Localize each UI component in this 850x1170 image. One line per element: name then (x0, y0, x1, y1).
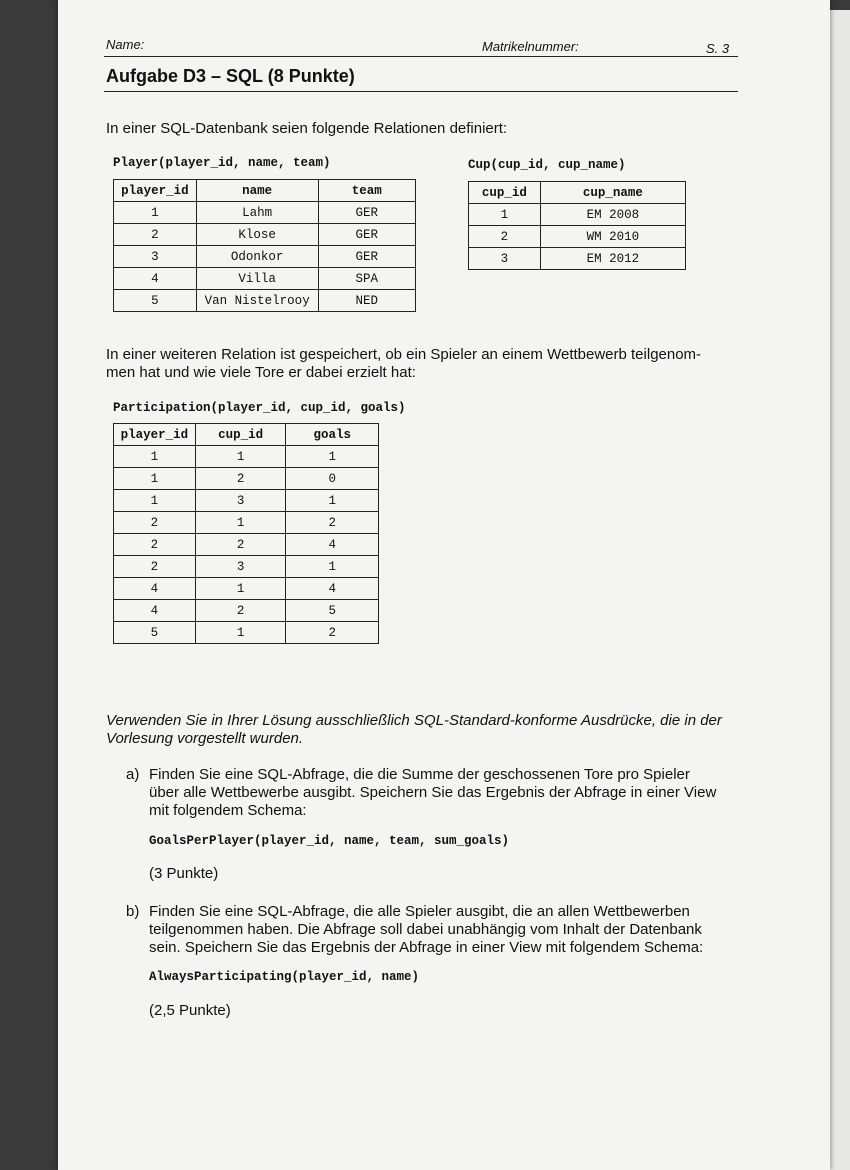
cell: 5 (114, 290, 197, 312)
table-row (114, 268, 416, 290)
cell: 1 (114, 468, 196, 490)
cell: 3 (114, 246, 197, 268)
cell: Van Nistelrooy (196, 290, 318, 312)
cell: 3 (195, 490, 286, 512)
cup-table (468, 181, 686, 270)
table-row (114, 622, 379, 644)
cell: GER (318, 246, 416, 268)
participation-intro-line1: In einer weiteren Relation ist gespeichert, ob ein Spieler an einem Wettbewerb teilgenom- (106, 346, 702, 363)
cell: NED (318, 290, 416, 312)
task-b-schema: AlwaysParticipating(player_id, name) (149, 970, 420, 984)
table-row (114, 246, 416, 268)
task-title: Aufgabe D3 – SQL (8 Punkte) (106, 66, 355, 86)
table-header-row (114, 424, 379, 446)
cell: WM 2010 (540, 226, 685, 248)
cell: 1 (114, 202, 197, 224)
task-b-line1: Finden Sie eine SQL-Abfrage, die alle Spieler ausgibt, die an allen Wettbewerben (149, 903, 690, 920)
participation-table (113, 423, 379, 644)
table-row (114, 468, 379, 490)
participation-intro-line2: men hat und wie viele Tore er dabei erzielt hat: (106, 364, 416, 381)
table-row (469, 248, 686, 270)
cell: 0 (286, 468, 379, 490)
table-row (114, 224, 416, 246)
cell: SPA (318, 268, 416, 290)
cell: 1 (469, 204, 541, 226)
cell: 2 (114, 512, 196, 534)
table-row (114, 202, 416, 224)
cell: 2 (114, 224, 197, 246)
task-b-label: b) (126, 903, 140, 920)
table-row (114, 556, 379, 578)
cell: 1 (286, 490, 379, 512)
table-row (469, 204, 686, 226)
column-header: goals (286, 424, 379, 446)
table-row (114, 578, 379, 600)
task-b-line2: teilgenommen haben. Die Abfrage soll dabei unabhängig vom Inhalt der Datenbank (149, 921, 702, 938)
cell: 2 (195, 534, 286, 556)
column-header: name (196, 180, 318, 202)
table-row (114, 290, 416, 312)
name-label: Name: (106, 37, 145, 52)
task-a-line3: mit folgendem Schema: (149, 802, 307, 819)
cell: Lahm (196, 202, 318, 224)
cell: 5 (114, 622, 196, 644)
cell: 1 (114, 446, 196, 468)
cell: 5 (286, 600, 379, 622)
cell: 1 (114, 490, 196, 512)
task-b-line3: sein. Speichern Sie das Ergebnis der Abfrage in einer View mit folgendem Schema: (149, 939, 704, 956)
cell: 4 (286, 534, 379, 556)
cell: Odonkor (196, 246, 318, 268)
table-header-row (469, 182, 686, 204)
cell: 2 (195, 468, 286, 490)
cell: EM 2012 (540, 248, 685, 270)
cell: 1 (195, 578, 286, 600)
column-header: cup_id (195, 424, 286, 446)
page-number: S. 3 (706, 41, 730, 56)
cell: Villa (196, 268, 318, 290)
cell: GER (318, 202, 416, 224)
cell: 1 (195, 622, 286, 644)
cell: 3 (195, 556, 286, 578)
player-schema: Player(player_id, name, team) (113, 156, 331, 170)
task-a-label: a) (126, 766, 140, 783)
table-row (114, 512, 379, 534)
cell: 4 (286, 578, 379, 600)
table-header-row (114, 180, 416, 202)
cell: 2 (286, 512, 379, 534)
task-a-line2: über alle Wettbewerbe ausgibt. Speichern Sie das Ergebnis der Abfrage in einer View (149, 784, 717, 801)
task-b-points: (2,5 Punkte) (149, 1002, 231, 1019)
cell: 4 (114, 578, 196, 600)
matrikel-label: Matrikelnummer: (482, 39, 579, 54)
title-rule (104, 91, 738, 92)
header-rule (104, 56, 738, 57)
cell: 2 (195, 600, 286, 622)
cell: 4 (114, 600, 196, 622)
cell: 2 (469, 226, 541, 248)
task-a-points: (3 Punkte) (149, 865, 219, 882)
task-a-line1: Finden Sie eine SQL-Abfrage, die die Summe der geschossenen Tore pro Spieler (149, 766, 690, 783)
cell: EM 2008 (540, 204, 685, 226)
participation-schema: Participation(player_id, cup_id, goals) (113, 401, 406, 415)
table-row (114, 600, 379, 622)
player-table (113, 179, 416, 312)
cup-schema: Cup(cup_id, cup_name) (468, 158, 626, 172)
column-header: player_id (114, 180, 197, 202)
cell: 4 (114, 268, 197, 290)
cell: 2 (114, 534, 196, 556)
cell: 2 (114, 556, 196, 578)
cell: 1 (195, 446, 286, 468)
note-line2: Vorlesung vorgestellt wurden. (106, 730, 304, 747)
column-header: team (318, 180, 416, 202)
column-header: cup_name (540, 182, 685, 204)
cell: 1 (286, 446, 379, 468)
column-header: cup_id (469, 182, 541, 204)
task-a-schema: GoalsPerPlayer(player_id, name, team, sum_goals) (149, 834, 510, 848)
table-row (469, 226, 686, 248)
table-row (114, 534, 379, 556)
note-line1: Verwenden Sie in Ihrer Lösung ausschließlich SQL-Standard-konforme Ausdrücke, die in der (106, 712, 722, 729)
cell: 1 (195, 512, 286, 534)
cell: 2 (286, 622, 379, 644)
cell: Klose (196, 224, 318, 246)
column-header: player_id (114, 424, 196, 446)
cell: 3 (469, 248, 541, 270)
cell: GER (318, 224, 416, 246)
intro-text: In einer SQL-Datenbank seien folgende Relationen definiert: (106, 120, 508, 137)
cell: 1 (286, 556, 379, 578)
table-row (114, 446, 379, 468)
table-row (114, 490, 379, 512)
